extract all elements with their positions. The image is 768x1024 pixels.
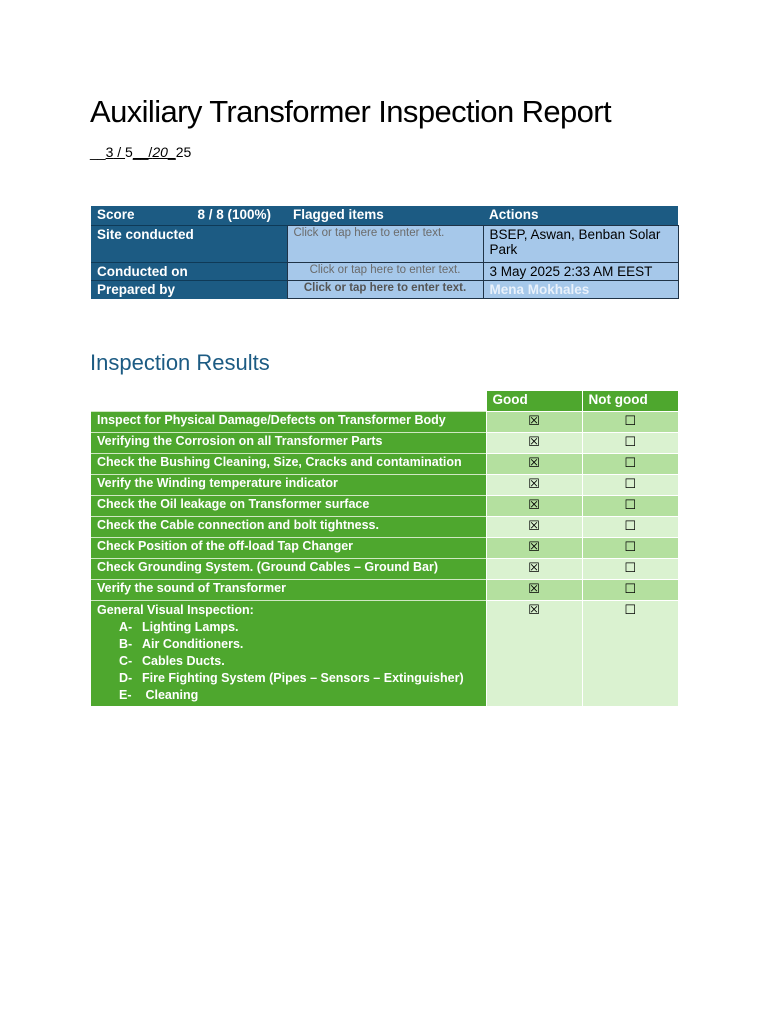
conducted-value: 3 May 2025 2:33 AM EEST <box>483 263 678 281</box>
good-checkbox[interactable]: ☒ <box>486 496 582 517</box>
conducted-label: Conducted on <box>91 263 287 281</box>
general-inspection-label: General Visual Inspection: <box>97 603 254 617</box>
general-sub-item <box>97 653 480 670</box>
date-day: 3 <box>105 144 114 160</box>
not-good-checkbox[interactable]: ☐ <box>582 559 678 580</box>
actions-label: Actions <box>483 206 678 226</box>
prepared-row <box>91 281 678 299</box>
general-sub-item <box>97 687 480 704</box>
not-good-checkbox[interactable]: ☐ <box>582 517 678 538</box>
inspection-item-label: Check the Bushing Cleaning, Size, Cracks and contamination <box>91 454 486 475</box>
score-value: 8 / 8 (100%) <box>197 207 271 222</box>
conducted-row <box>91 263 678 281</box>
date-month: 5 <box>125 144 133 160</box>
good-checkbox[interactable]: ☒ <box>486 559 582 580</box>
not-good-checkbox[interactable]: ☐ <box>582 580 678 601</box>
inspection-item-label: Verifying the Corrosion on all Transformer Parts <box>91 433 486 454</box>
inspection-item-label: Verify the sound of Transformer <box>91 580 486 601</box>
score-label: Score <box>97 207 135 222</box>
not-good-checkbox[interactable]: ☐ <box>582 454 678 475</box>
prepared-value: Mena Mokhales <box>483 281 678 299</box>
inspection-item-label: Verify the Winding temperature indicator <box>91 475 486 496</box>
general-inspection-cell <box>91 601 486 707</box>
sub-item-letter: C- <box>119 654 133 668</box>
good-checkbox[interactable]: ☒ <box>486 475 582 496</box>
not-good-checkbox[interactable]: ☐ <box>582 475 678 496</box>
table-row <box>91 580 678 601</box>
flagged-items-label: Flagged items <box>287 206 483 226</box>
summary-table <box>91 206 679 299</box>
table-row <box>91 517 678 538</box>
good-checkbox[interactable]: ☒ <box>486 517 582 538</box>
sub-item-text: Cables Ducts. <box>142 654 225 668</box>
not-good-checkbox[interactable]: ☐ <box>582 601 678 707</box>
good-checkbox[interactable]: ☒ <box>486 538 582 559</box>
site-row <box>91 226 678 263</box>
table-row <box>91 559 678 580</box>
sub-item-letter: E- <box>119 688 132 702</box>
good-checkbox[interactable]: ☒ <box>486 601 582 707</box>
inspection-item-label: Check the Cable connection and bolt tightness. <box>91 517 486 538</box>
date-year: 25 <box>175 144 192 160</box>
not-good-checkbox[interactable]: ☐ <box>582 433 678 454</box>
table-row <box>91 475 678 496</box>
site-placeholder-field[interactable]: Click or tap here to enter text. <box>287 226 483 263</box>
sub-item-letter: B- <box>119 637 133 651</box>
prepared-placeholder-field[interactable]: Click or tap here to enter text. <box>287 281 483 299</box>
not-good-checkbox[interactable]: ☐ <box>582 538 678 559</box>
general-sub-item <box>97 619 480 636</box>
sub-item-text: Lighting Lamps. <box>142 620 239 634</box>
site-value: BSEP, Aswan, Benban Solar Park <box>483 226 678 263</box>
table-row <box>91 496 678 517</box>
not-good-checkbox[interactable]: ☐ <box>582 412 678 433</box>
date-century: 20 <box>152 144 168 160</box>
inspection-item-label: Check Position of the off-load Tap Changer <box>91 538 486 559</box>
report-date: __3 / 5__/20_25 <box>90 144 192 160</box>
sub-item-text: Air Conditioners. <box>142 637 244 651</box>
results-table <box>91 391 678 706</box>
good-checkbox[interactable]: ☒ <box>486 454 582 475</box>
inspection-item-label: Check the Oil leakage on Transformer surface <box>91 496 486 517</box>
general-sub-item <box>97 670 480 687</box>
not-good-column-header: Not good <box>582 391 678 412</box>
conducted-placeholder-field[interactable]: Click or tap here to enter text. <box>287 263 483 281</box>
sub-item-letter: D- <box>119 671 133 685</box>
table-row <box>91 538 678 559</box>
table-row <box>91 454 678 475</box>
sub-item-text: Fire Fighting System (Pipes – Sensors – Extinguisher) <box>142 671 464 685</box>
good-checkbox[interactable]: ☒ <box>486 433 582 454</box>
report-title: Auxiliary Transformer Inspection Report <box>90 94 612 129</box>
inspection-item-label: Check Grounding System. (Ground Cables – Ground Bar) <box>91 559 486 580</box>
sub-item-text: Cleaning <box>142 688 199 702</box>
general-inspection-row <box>91 601 678 707</box>
good-column-header: Good <box>486 391 582 412</box>
prepared-label: Prepared by <box>91 281 287 299</box>
not-good-checkbox[interactable]: ☐ <box>582 496 678 517</box>
table-row <box>91 412 678 433</box>
summary-header-row <box>91 206 678 226</box>
score-cell <box>91 206 287 226</box>
site-label: Site conducted <box>91 226 287 263</box>
good-checkbox[interactable]: ☒ <box>486 580 582 601</box>
results-header-row <box>91 391 678 412</box>
section-title: Inspection Results <box>90 350 270 375</box>
inspection-item-label: Inspect for Physical Damage/Defects on Transformer Body <box>91 412 486 433</box>
table-row <box>91 433 678 454</box>
general-sub-item <box>97 636 480 653</box>
good-checkbox[interactable]: ☒ <box>486 412 582 433</box>
sub-item-letter: A- <box>119 620 133 634</box>
